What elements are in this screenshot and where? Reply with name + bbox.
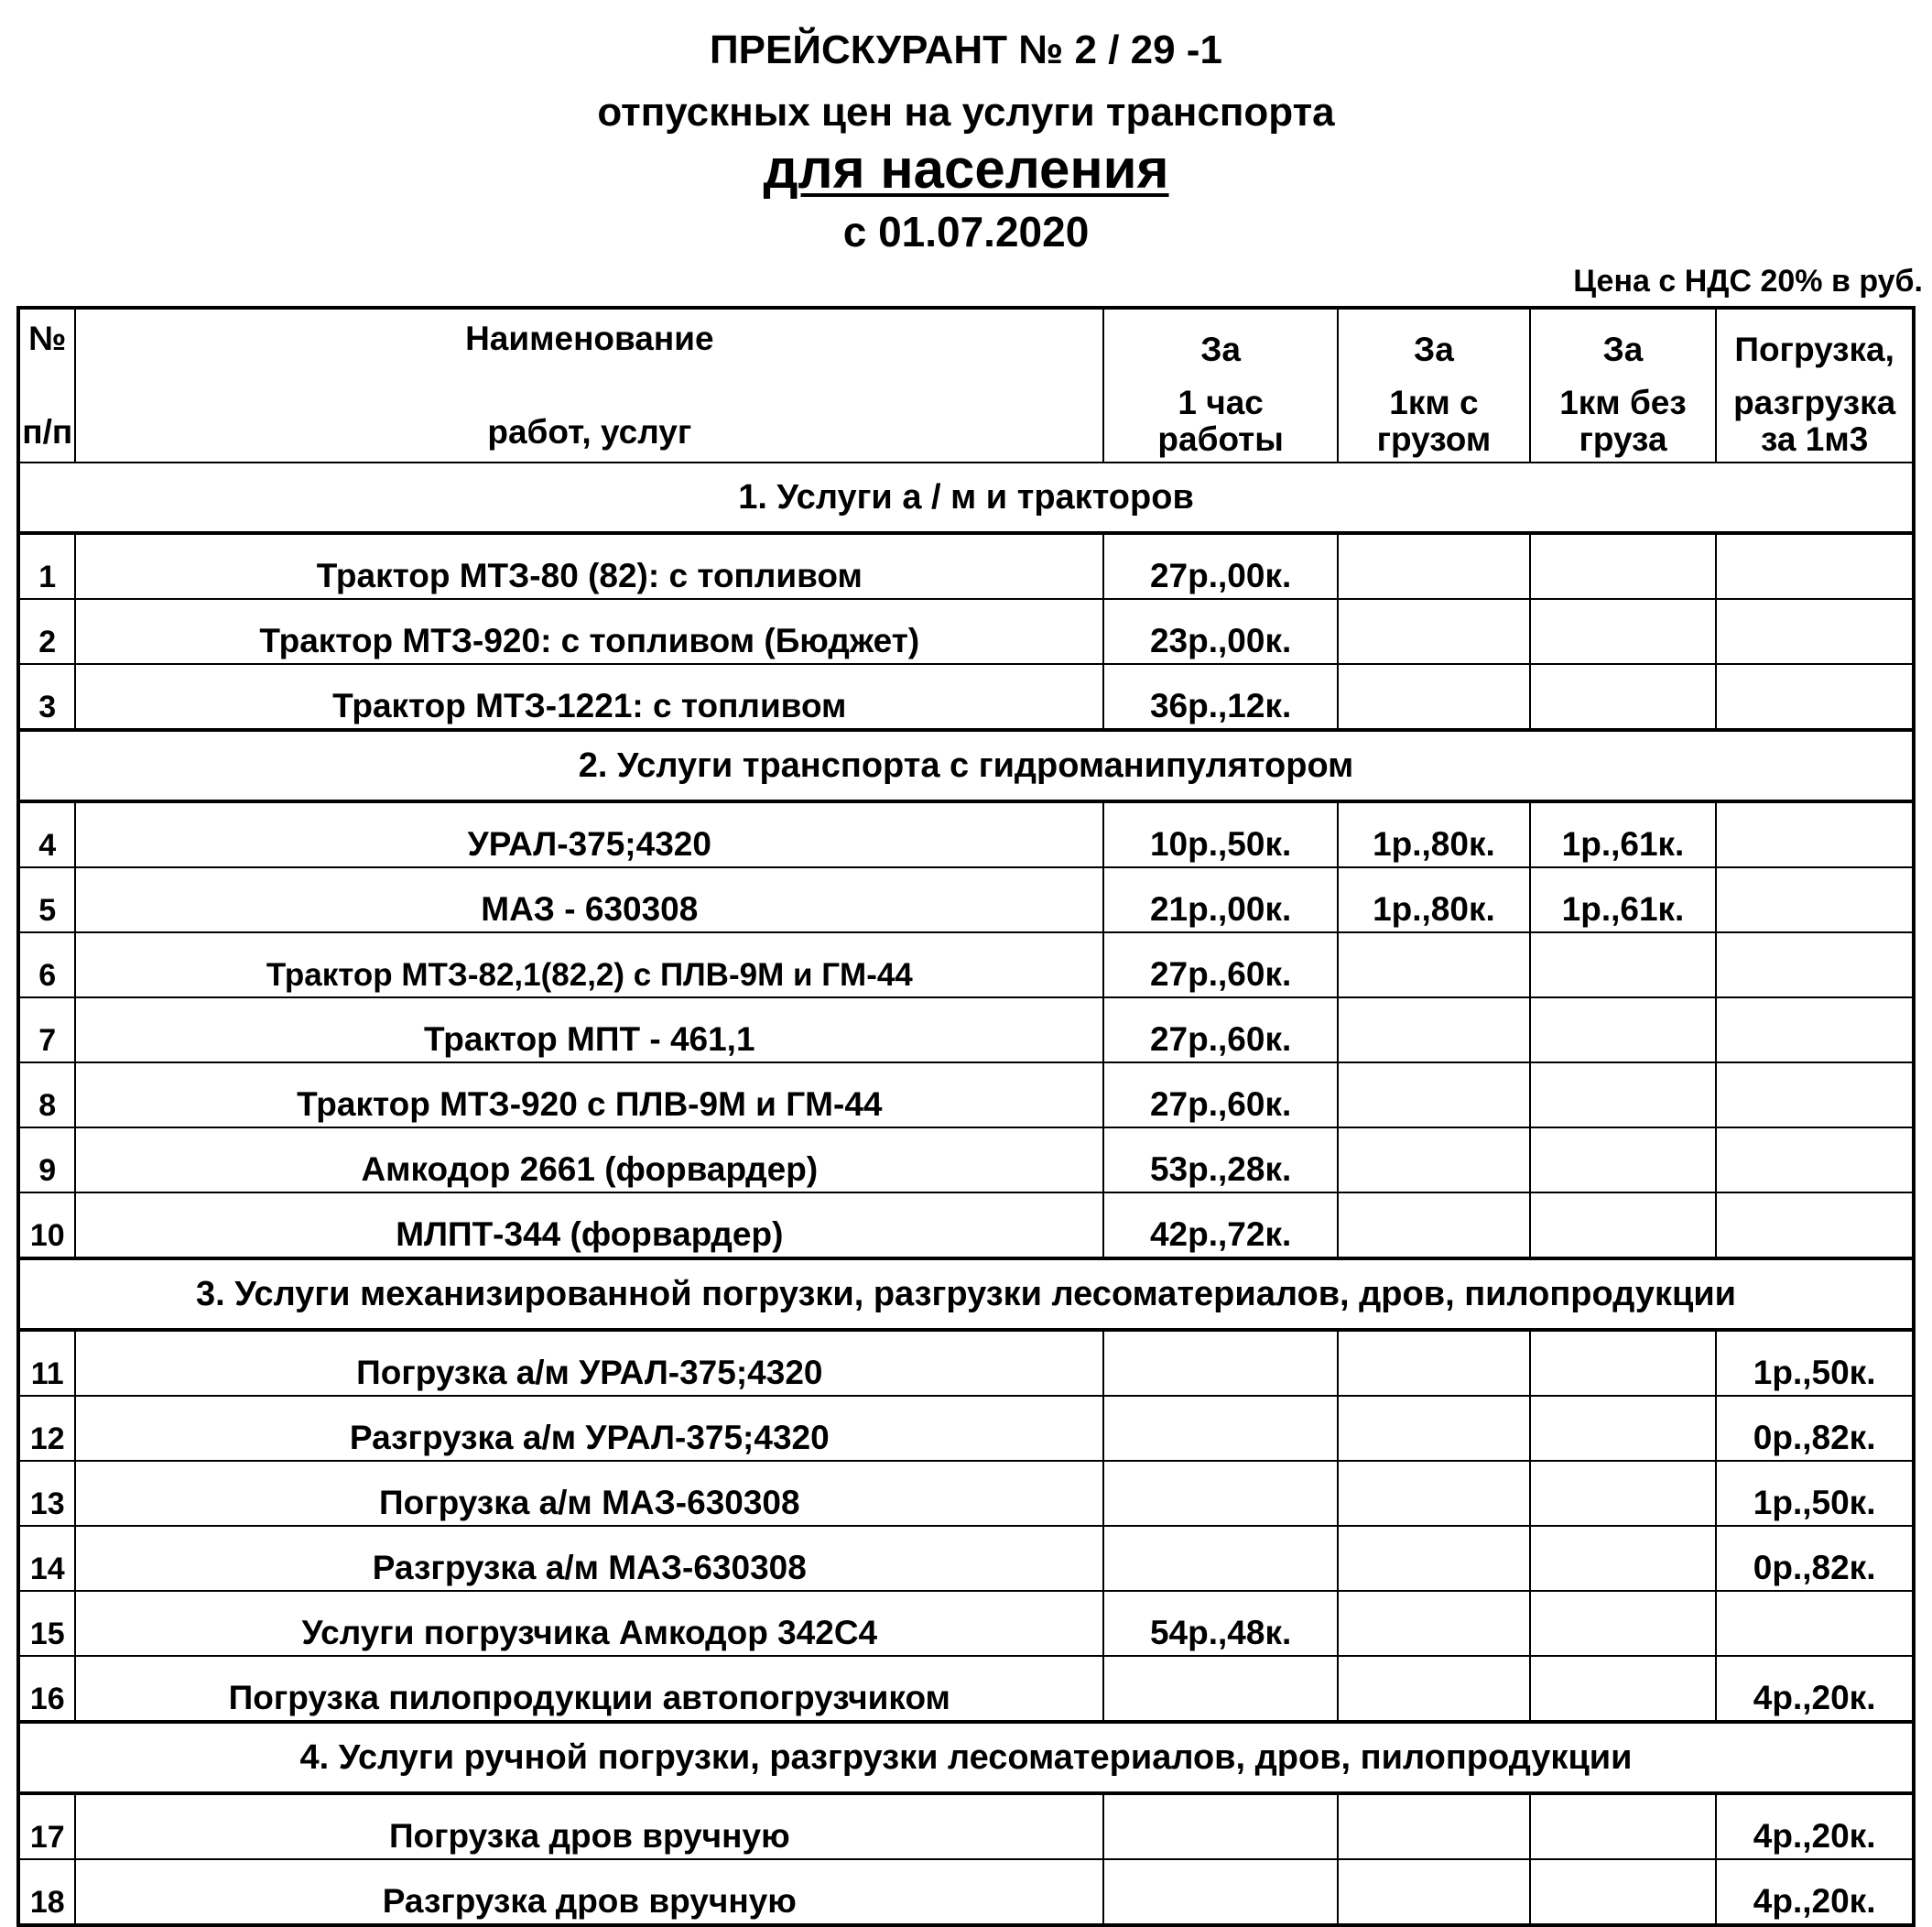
header-km-without-load [1530, 308, 1717, 463]
price-per-hour-cell: 10р.,50к. [1103, 801, 1338, 867]
table-row [18, 1330, 1914, 1396]
section-title: 3. Услуги механизированной погрузки, разгрузки лесоматериалов, дров, пилопродукции [18, 1258, 1914, 1330]
price-loading-cell [1716, 801, 1914, 867]
table-row [18, 1793, 1914, 1859]
service-name-cell: Погрузка пилопродукции автопогрузчиком [75, 1656, 1103, 1722]
price-loading-cell: 4р.,20к. [1716, 1656, 1914, 1722]
doc-audience: для населения [763, 138, 1169, 200]
header-km-with-top: За [1414, 331, 1454, 368]
price-per-hour-cell: 27р.,60к. [1103, 997, 1338, 1062]
price-per-km-loaded-cell [1338, 1859, 1530, 1925]
price-per-km-empty-cell [1530, 1330, 1717, 1396]
price-loading-cell [1716, 1062, 1914, 1127]
service-name-cell: Услуги погрузчика Амкодор 342С4 [75, 1591, 1103, 1656]
price-per-hour-cell: 21р.,00к. [1103, 867, 1338, 932]
service-name-cell: Разгрузка а/м УРАЛ-375;4320 [75, 1396, 1103, 1461]
price-loading-cell: 1р.,50к. [1716, 1461, 1914, 1526]
header-km-with-bottom: грузом [1376, 420, 1492, 458]
price-per-km-empty-cell: 1р.,61к. [1530, 801, 1717, 867]
table-row [18, 1192, 1914, 1258]
table-row [18, 867, 1914, 932]
price-per-km-empty-cell [1530, 1656, 1717, 1722]
price-loading-cell [1716, 1591, 1914, 1656]
header-km-with-mid: 1км с [1389, 384, 1479, 421]
price-per-km-empty-cell [1530, 1396, 1717, 1461]
service-name-cell: Погрузка дров вручную [75, 1793, 1103, 1859]
price-loading-cell [1716, 1192, 1914, 1258]
price-per-km-empty-cell: 1р.,61к. [1530, 867, 1717, 932]
price-per-hour-cell [1103, 1461, 1338, 1526]
price-per-km-empty-cell [1530, 1526, 1717, 1591]
price-per-km-empty-cell [1530, 664, 1717, 730]
section-header-row [18, 1258, 1914, 1330]
table-row [18, 801, 1914, 867]
section-header-row [18, 730, 1914, 801]
service-name-cell: Погрузка а/м УРАЛ-375;4320 [75, 1330, 1103, 1396]
service-name-cell: Погрузка а/м МАЗ-630308 [75, 1461, 1103, 1526]
service-name-cell: Трактор МТЗ-80 (82): с топливом [75, 533, 1103, 599]
service-name-cell: Трактор МТЗ-1221: с топливом [75, 664, 1103, 730]
price-per-km-empty-cell [1530, 997, 1717, 1062]
section-title: 2. Услуги транспорта с гидроманипулятором [18, 730, 1914, 801]
price-per-km-empty-cell [1530, 1859, 1717, 1925]
table-row [18, 599, 1914, 664]
header-per-hour [1103, 308, 1338, 463]
price-loading-cell: 1р.,50к. [1716, 1330, 1914, 1396]
row-number-cell: 15 [18, 1591, 75, 1656]
price-per-hour-cell: 42р.,72к. [1103, 1192, 1338, 1258]
price-per-hour-cell: 36р.,12к. [1103, 664, 1338, 730]
header-name [75, 308, 1103, 463]
price-per-km-empty-cell [1530, 1793, 1717, 1859]
service-name-cell: Разгрузка а/м МАЗ-630308 [75, 1526, 1103, 1591]
header-per-hour-mid: 1 час [1178, 384, 1264, 421]
row-number-cell: 2 [18, 599, 75, 664]
doc-subtitle: отпускных цен на услуги транспорта [597, 90, 1335, 135]
table-row [18, 932, 1914, 997]
header-loading-mid: разгрузка [1733, 384, 1896, 421]
price-per-km-loaded-cell: 1р.,80к. [1338, 867, 1530, 932]
table-body [18, 463, 1914, 1925]
price-per-km-loaded-cell [1338, 1461, 1530, 1526]
header-loading [1716, 308, 1914, 463]
row-number-cell: 8 [18, 1062, 75, 1127]
price-per-km-loaded-cell: 1р.,80к. [1338, 801, 1530, 867]
header-num-top: № [28, 320, 67, 357]
table-row [18, 1526, 1914, 1591]
price-per-km-loaded-cell [1338, 1396, 1530, 1461]
row-number-cell: 13 [18, 1461, 75, 1526]
price-per-hour-cell [1103, 1859, 1338, 1925]
price-per-hour-cell: 23р.,00к. [1103, 599, 1338, 664]
price-per-km-loaded-cell [1338, 533, 1530, 599]
price-per-hour-cell: 27р.,00к. [1103, 533, 1338, 599]
row-number-cell: 3 [18, 664, 75, 730]
section-title: 1. Услуги а / м и тракторов [18, 463, 1914, 533]
price-per-km-empty-cell [1530, 533, 1717, 599]
price-per-km-loaded-cell [1338, 1656, 1530, 1722]
price-per-km-loaded-cell [1338, 1192, 1530, 1258]
header-per-hour-top: За [1200, 331, 1241, 368]
price-loading-cell [1716, 997, 1914, 1062]
doc-effective-date: с 01.07.2020 [842, 208, 1090, 256]
header-km-with-load [1338, 308, 1530, 463]
table-row [18, 1062, 1914, 1127]
table-row [18, 1461, 1914, 1526]
row-number-cell: 1 [18, 533, 75, 599]
service-name-cell: Трактор МТЗ-920: с топливом (Бюджет) [75, 599, 1103, 664]
header-km-without-bottom: груза [1579, 420, 1667, 458]
price-per-hour-cell [1103, 1656, 1338, 1722]
header-km-without-mid: 1км без [1559, 384, 1687, 421]
row-number-cell: 7 [18, 997, 75, 1062]
service-name-cell: МАЗ - 630308 [75, 867, 1103, 932]
row-number-cell: 9 [18, 1127, 75, 1192]
price-per-km-loaded-cell [1338, 664, 1530, 730]
header-num [18, 308, 75, 463]
table-row [18, 533, 1914, 599]
row-number-cell: 18 [18, 1859, 75, 1925]
service-name-cell: Амкодор 2661 (форвардер) [75, 1127, 1103, 1192]
service-name-cell: УРАЛ-375;4320 [75, 801, 1103, 867]
row-number-cell: 14 [18, 1526, 75, 1591]
price-loading-cell [1716, 1127, 1914, 1192]
price-per-km-loaded-cell [1338, 1591, 1530, 1656]
price-per-km-loaded-cell [1338, 997, 1530, 1062]
price-loading-cell [1716, 932, 1914, 997]
price-per-hour-cell: 27р.,60к. [1103, 932, 1338, 997]
row-number-cell: 4 [18, 801, 75, 867]
header-name-bottom: работ, услуг [487, 413, 692, 451]
table-row [18, 1656, 1914, 1722]
price-per-km-loaded-cell [1338, 1127, 1530, 1192]
price-per-hour-cell: 27р.,60к. [1103, 1062, 1338, 1127]
row-number-cell: 16 [18, 1656, 75, 1722]
price-loading-cell [1716, 664, 1914, 730]
price-per-km-empty-cell [1530, 1127, 1717, 1192]
price-loading-cell [1716, 533, 1914, 599]
price-per-hour-cell [1103, 1396, 1338, 1461]
price-per-hour-cell [1103, 1330, 1338, 1396]
service-name-cell: Трактор МПТ - 461,1 [75, 997, 1103, 1062]
doc-title: ПРЕЙСКУРАНТ № 2 / 29 -1 [710, 27, 1222, 72]
header-loading-top: Погрузка, [1734, 331, 1894, 368]
section-title: 4. Услуги ручной погрузки, разгрузки лесоматериалов, дров, пилопродукции [18, 1722, 1914, 1793]
price-table [16, 306, 1916, 1927]
price-loading-cell: 0р.,82к. [1716, 1396, 1914, 1461]
table-row [18, 1591, 1914, 1656]
header-per-hour-bottom: работы [1157, 420, 1284, 458]
table-row [18, 1859, 1914, 1925]
header-loading-bottom: за 1м3 [1760, 420, 1869, 458]
price-loading-cell: 4р.,20к. [1716, 1793, 1914, 1859]
table-row [18, 664, 1914, 730]
section-header-row [18, 463, 1914, 533]
section-header-row [18, 1722, 1914, 1793]
price-per-km-empty-cell [1530, 932, 1717, 997]
price-per-km-empty-cell [1530, 1461, 1717, 1526]
row-number-cell: 12 [18, 1396, 75, 1461]
table-row [18, 1127, 1914, 1192]
price-per-hour-cell [1103, 1526, 1338, 1591]
price-per-km-loaded-cell [1338, 932, 1530, 997]
row-number-cell: 6 [18, 932, 75, 997]
row-number-cell: 17 [18, 1793, 75, 1859]
price-per-km-loaded-cell [1338, 1330, 1530, 1396]
price-loading-cell [1716, 599, 1914, 664]
price-per-km-empty-cell [1530, 1591, 1717, 1656]
price-per-km-empty-cell [1530, 1062, 1717, 1127]
service-name-cell: Трактор МТЗ-82,1(82,2) с ПЛВ-9М и ГМ-44 [75, 932, 1103, 997]
price-per-km-loaded-cell [1338, 599, 1530, 664]
row-number-cell: 11 [18, 1330, 75, 1396]
header-name-top: Наименование [465, 320, 714, 357]
service-name-cell: Трактор МТЗ-920 с ПЛВ-9М и ГМ-44 [75, 1062, 1103, 1127]
price-per-hour-cell [1103, 1793, 1338, 1859]
price-per-km-loaded-cell [1338, 1062, 1530, 1127]
price-note: Цена с НДС 20% в руб. [1573, 264, 1923, 299]
price-per-hour-cell: 53р.,28к. [1103, 1127, 1338, 1192]
row-number-cell: 5 [18, 867, 75, 932]
price-per-km-loaded-cell [1338, 1793, 1530, 1859]
price-loading-cell: 4р.,20к. [1716, 1859, 1914, 1925]
row-number-cell: 10 [18, 1192, 75, 1258]
service-name-cell: Разгрузка дров вручную [75, 1859, 1103, 1925]
price-loading-cell [1716, 867, 1914, 932]
price-per-hour-cell: 54р.,48к. [1103, 1591, 1338, 1656]
price-per-km-empty-cell [1530, 599, 1717, 664]
price-per-km-empty-cell [1530, 1192, 1717, 1258]
header-num-bottom: п/п [22, 413, 73, 451]
service-name-cell: МЛПТ-344 (форвардер) [75, 1192, 1103, 1258]
table-header-row [18, 308, 1914, 463]
header-km-without-top: За [1602, 331, 1644, 368]
table-row [18, 1396, 1914, 1461]
price-loading-cell: 0р.,82к. [1716, 1526, 1914, 1591]
price-per-km-loaded-cell [1338, 1526, 1530, 1591]
table-row [18, 997, 1914, 1062]
